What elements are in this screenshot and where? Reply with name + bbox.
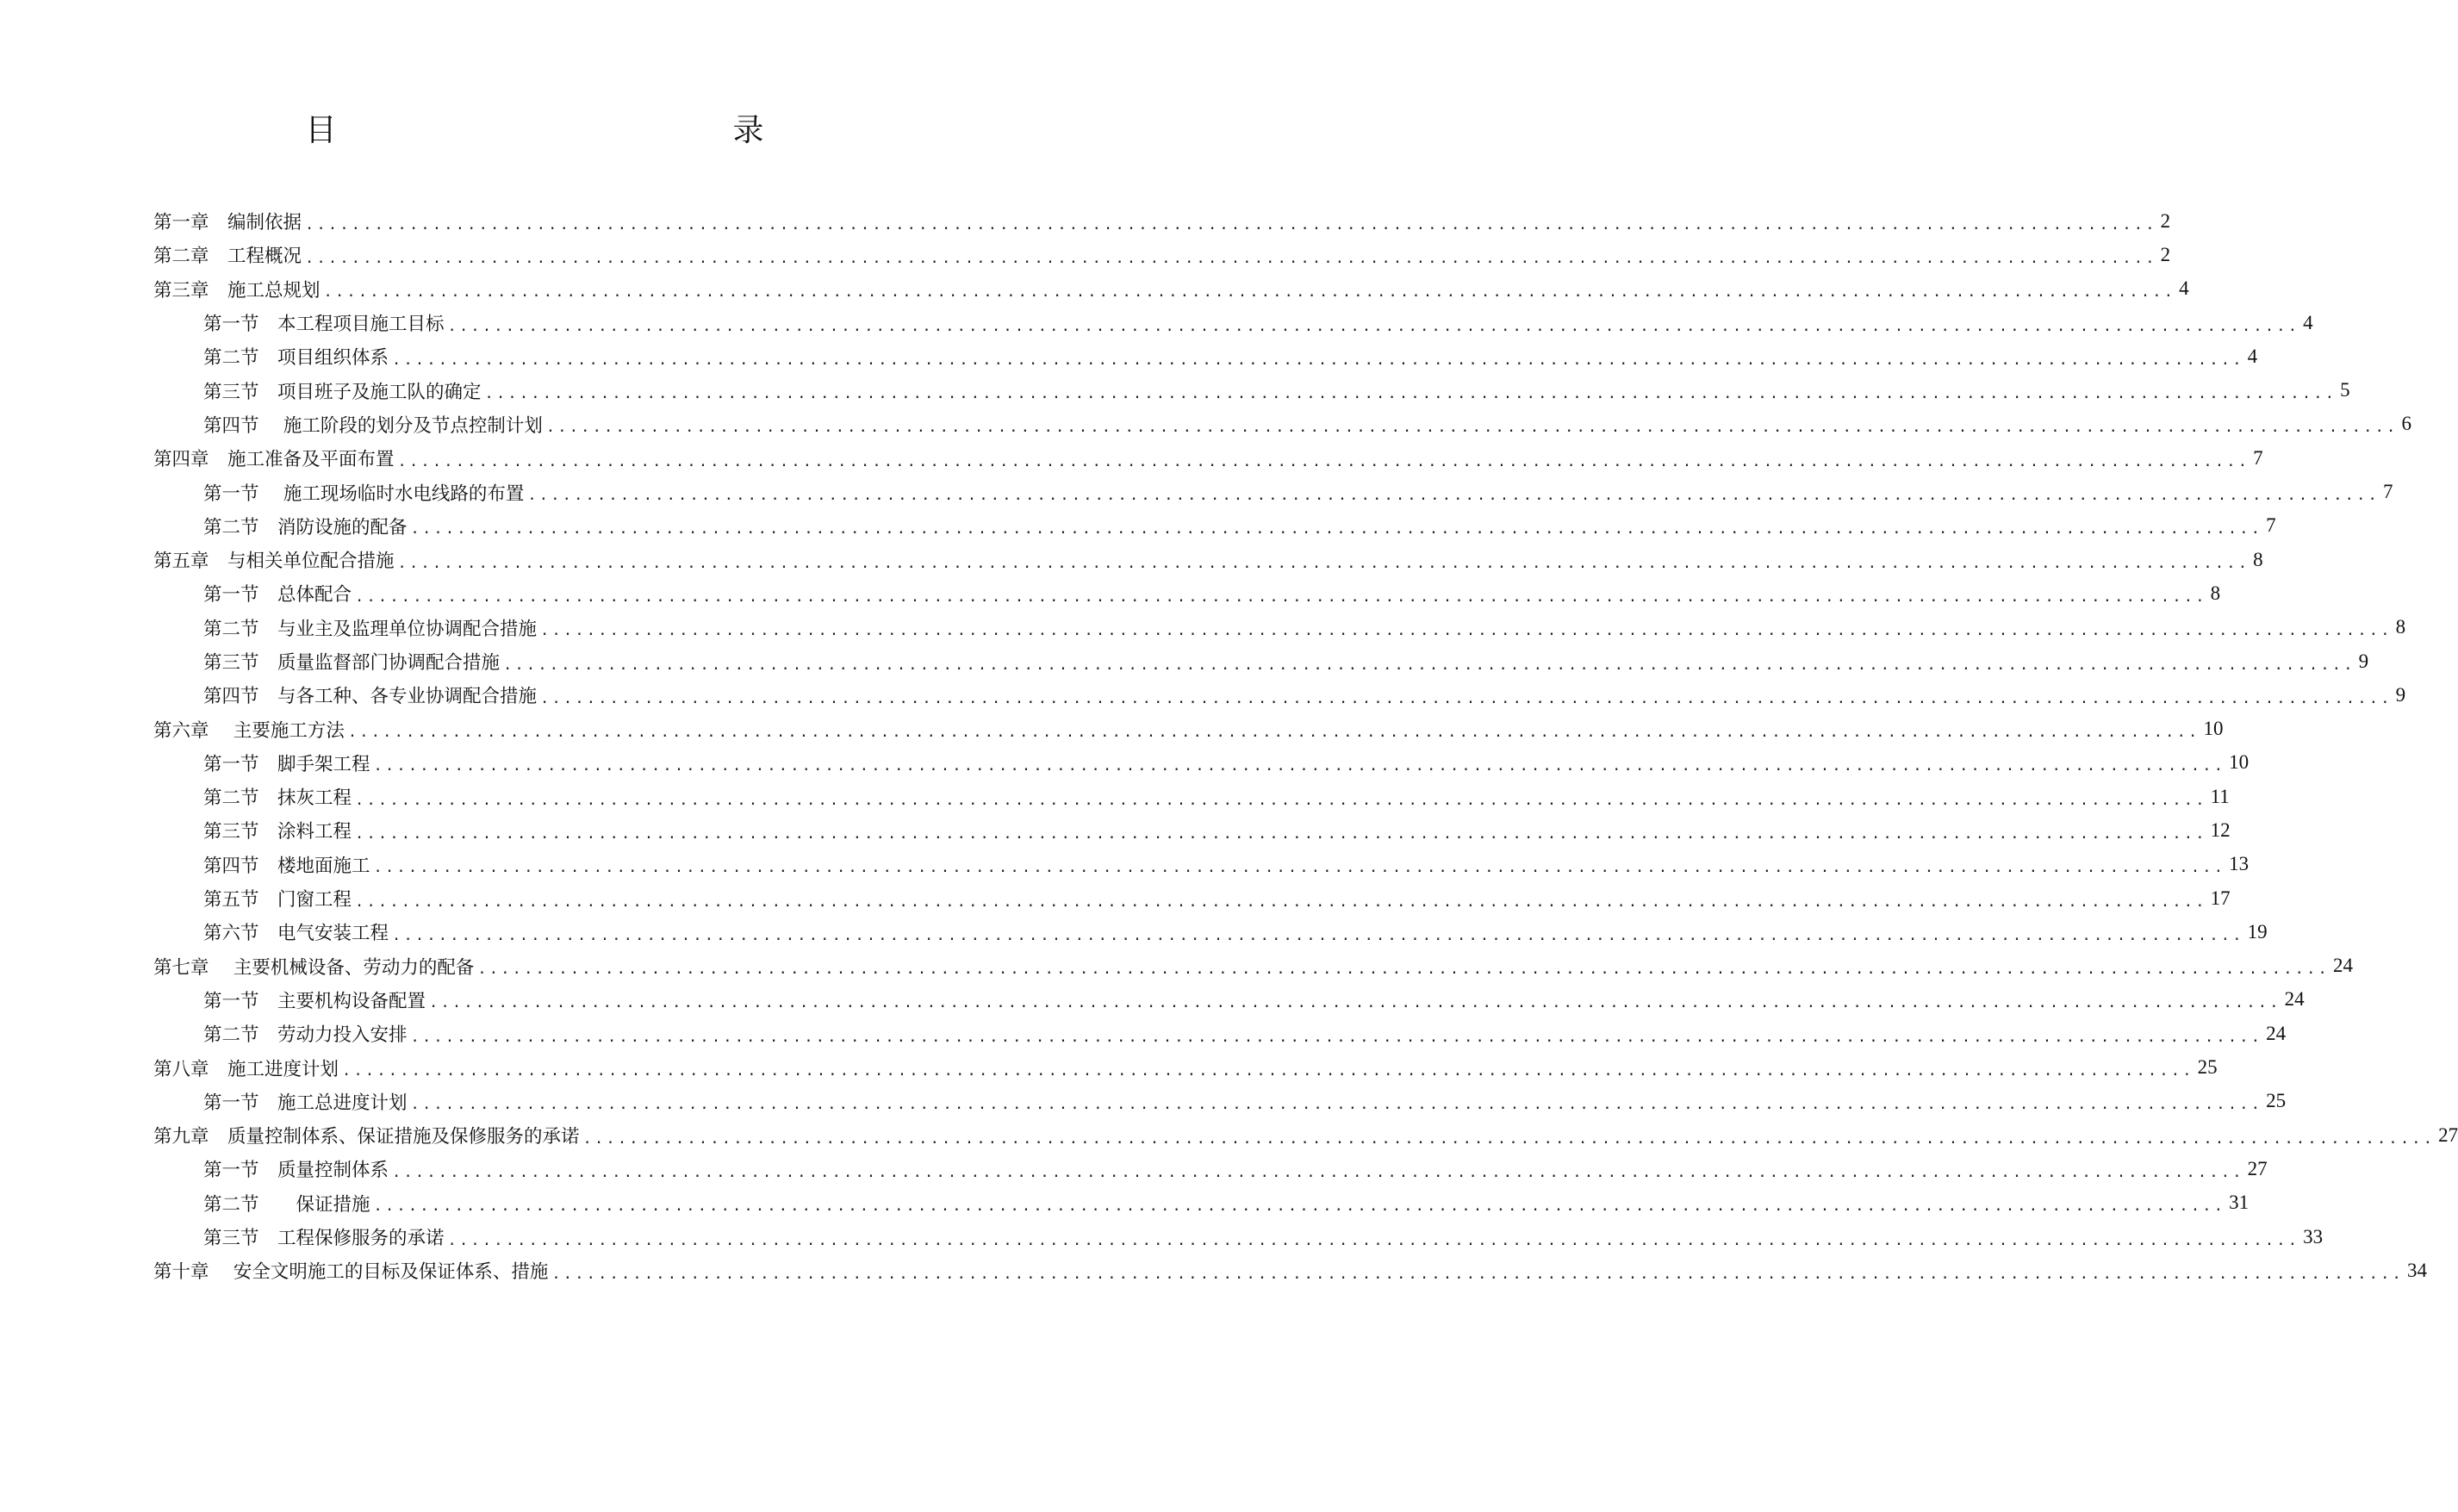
- toc-entry-page-number: 10: [2203, 718, 2224, 740]
- toc-section-entry[interactable]: [153, 983, 2305, 1017]
- toc-entry-title: 项目组织体系: [277, 347, 389, 370]
- toc-entry-gap: [259, 1020, 278, 1047]
- toc-section-entry[interactable]: [153, 408, 2411, 441]
- toc-entry-title: 质量控制体系: [277, 1160, 389, 1182]
- toc-entry-number: 第十章: [153, 1261, 209, 1284]
- toc-entry-gap: [259, 783, 278, 810]
- toc-entry-number: 第五章: [153, 551, 209, 573]
- dot-leader: ................................................................................................................................................................: [347, 724, 2200, 742]
- toc-entry-title: 施工总进度计划: [277, 1092, 408, 1114]
- toc-entry-gap: [259, 1155, 278, 1182]
- dot-leader: ................................................................................................................................................................: [355, 893, 2207, 911]
- toc-entry-page-number: 31: [2229, 1192, 2250, 1214]
- dot-leader: ................................................................................................................................................................: [355, 824, 2207, 843]
- toc-entry-number: 第三节: [203, 652, 259, 674]
- toc-entry-number: 第一章: [153, 212, 209, 234]
- dot-leader: ................................................................................................................................................................: [484, 385, 2337, 403]
- toc-entry-number: 第四节: [203, 414, 259, 437]
- toc-entry-number: 第二节: [203, 516, 259, 538]
- toc-entry-number: 第七章: [153, 956, 209, 979]
- toc-entry-page-number: 7: [2253, 446, 2263, 469]
- dot-leader: ................................................................................................................................................................: [397, 554, 2250, 572]
- toc-section-entry[interactable]: [153, 1017, 2287, 1050]
- toc-entry-title: 与相关单位配合措施: [227, 551, 395, 573]
- toc-entry-number: 第八章: [153, 1058, 209, 1080]
- toc-entry-page-number: 7: [2266, 514, 2276, 537]
- toc-entry-number: 第二节: [203, 1193, 259, 1216]
- dot-leader: ................................................................................................................................................................: [447, 317, 2300, 335]
- toc-entry-number: 第三节: [203, 381, 259, 403]
- toc-entry-page-number: 19: [2247, 920, 2268, 943]
- toc-section-entry[interactable]: [153, 373, 2350, 407]
- toc-entry-gap: [259, 377, 278, 404]
- toc-entry-page-number: 10: [2229, 751, 2250, 774]
- dot-leader: ................................................................................................................................................................: [410, 1096, 2263, 1114]
- toc-entry-page-number: 8: [2395, 616, 2406, 638]
- toc-entry-number: 第二章: [153, 246, 209, 268]
- toc-entry-page-number: 13: [2229, 853, 2250, 875]
- toc-entry-number: 第一节: [203, 753, 259, 775]
- toc-entry-number: 第二节: [203, 787, 259, 810]
- toc-entry-title: 工程保修服务的承诺: [277, 1228, 445, 1250]
- toc-section-entry[interactable]: [153, 915, 2268, 949]
- toc-entry-gap: [259, 513, 278, 539]
- toc-entry-title: 门窗工程: [277, 889, 352, 912]
- toc-entry-number: 第二节: [203, 347, 259, 370]
- toc-entry-gap: [259, 986, 278, 1013]
- toc-section-entry[interactable]: [153, 475, 2393, 508]
- toc-entry-page-number: 17: [2210, 887, 2231, 909]
- toc-entry-title: 施工总规划: [227, 279, 320, 302]
- toc-entry-page-number: 27: [2438, 1123, 2458, 1146]
- toc-entry-page-number: 11: [2210, 785, 2230, 807]
- toc-entry-title: 抹灰工程: [277, 787, 352, 810]
- toc-section-entry[interactable]: [153, 1085, 2287, 1118]
- dot-leader: ................................................................................................................................................................: [355, 791, 2207, 809]
- toc-entry-page-number: 5: [2340, 379, 2350, 401]
- dot-leader: ................................................................................................................................................................: [392, 351, 2244, 369]
- toc-entry-number: 第一节: [203, 314, 259, 336]
- toc-entry-gap: [259, 343, 278, 370]
- dot-leader: ................................................................................................................................................................: [392, 926, 2244, 944]
- toc-entry-gap: [259, 479, 283, 506]
- toc-entry-title: 脚手架工程: [277, 753, 370, 775]
- toc-chapter-entry[interactable]: [153, 1254, 2427, 1287]
- toc-entry-title: 工程概况: [227, 246, 302, 268]
- toc-entry-gap: [259, 411, 283, 438]
- toc-entry-title: 保证措施: [296, 1193, 370, 1216]
- dot-leader: ................................................................................................................................................................: [305, 215, 2157, 233]
- toc-entry-title: 施工现场临时水电线路的布置: [283, 482, 525, 505]
- toc-entry-title: 本工程项目施工目标: [277, 314, 445, 336]
- toc-entry-page-number: 24: [2266, 1022, 2287, 1044]
- toc-entry-title: 质量控制体系、保证措施及保修服务的承诺: [227, 1126, 580, 1148]
- toc-entry-gap: [259, 1088, 278, 1115]
- toc-entry-gap: [259, 817, 278, 843]
- dot-leader: ................................................................................................................................................................: [551, 1265, 2404, 1283]
- toc-entry-number: 第三章: [153, 279, 209, 302]
- dot-leader: ................................................................................................................................................................: [305, 249, 2157, 267]
- toc-section-entry[interactable]: [153, 576, 2221, 610]
- toc-entry-page-number: 2: [2160, 243, 2171, 265]
- toc-entry-page-number: 7: [2382, 481, 2393, 503]
- toc-entry-gap: [209, 716, 233, 743]
- toc-entry-number: 第二节: [203, 618, 259, 640]
- toc-chapter-entry[interactable]: [153, 543, 2263, 576]
- toc-chapter-entry[interactable]: [153, 441, 2263, 475]
- toc-chapter-entry[interactable]: [153, 1118, 2458, 1152]
- toc-entry-gap: [259, 1223, 278, 1250]
- toc-entry-title: 施工准备及平面布置: [227, 449, 395, 471]
- toc-entry-gap: [259, 580, 278, 607]
- toc-entry-gap: [259, 918, 278, 945]
- dot-leader: ................................................................................................................................................................: [410, 1028, 2263, 1046]
- toc-chapter-entry[interactable]: [153, 272, 2189, 306]
- dot-leader: ................................................................................................................................................................: [477, 961, 2330, 979]
- toc-entry-title: 施工阶段的划分及节点控制计划: [283, 414, 543, 437]
- toc-entry-title: 主要机构设备配置: [277, 990, 426, 1012]
- toc-entry-title: 编制依据: [227, 212, 302, 234]
- toc-entry-page-number: 2: [2160, 209, 2171, 232]
- toc-section-entry[interactable]: [153, 509, 2276, 543]
- toc-entry-page-number: 4: [2179, 277, 2189, 300]
- toc-entry-page-number: 27: [2247, 1157, 2268, 1179]
- dot-leader: ................................................................................................................................................................: [373, 757, 2226, 775]
- toc-entry-title: 消防设施的配备: [277, 516, 408, 538]
- toc-section-entry[interactable]: [153, 678, 2406, 712]
- toc-section-entry[interactable]: [153, 780, 2230, 813]
- toc-entry-gap: [209, 953, 233, 980]
- toc-entry-page-number: 24: [2284, 988, 2305, 1011]
- dot-leader: ................................................................................................................................................................: [397, 452, 2250, 470]
- toc-entry-number: 第三节: [203, 1228, 259, 1250]
- toc-section-entry[interactable]: [153, 848, 2250, 881]
- toc-entry-number: 第九章: [153, 1126, 209, 1148]
- toc-entry-title: 与业主及监理单位协调配合措施: [277, 618, 538, 640]
- dot-leader: ................................................................................................................................................................: [429, 994, 2281, 1012]
- toc-entry-gap: [209, 1055, 228, 1081]
- toc-entry-gap: [209, 1122, 228, 1148]
- toc-entry-gap: [209, 1257, 233, 1284]
- toc-entry-number: 第六节: [203, 923, 259, 945]
- toc-entry-title: 主要施工方法: [233, 719, 345, 742]
- dot-leader: ................................................................................................................................................................: [447, 1231, 2300, 1249]
- toc-entry-page-number: 8: [2253, 548, 2263, 570]
- toc-entry-number: 第六章: [153, 719, 209, 742]
- toc-entry-title: 楼地面施工: [277, 855, 370, 877]
- toc-entry-gap: [259, 851, 278, 878]
- toc-entry-number: 第一节: [203, 584, 259, 607]
- toc-entry-gap: [259, 681, 278, 708]
- toc-entry-gap: [259, 648, 278, 675]
- dot-leader: ................................................................................................................................................................: [540, 622, 2393, 640]
- dot-leader: ................................................................................................................................................................: [323, 283, 2176, 302]
- toc-section-entry[interactable]: [153, 746, 2250, 780]
- toc-entry-title: 总体配合: [277, 584, 352, 607]
- toc-entry-page-number: 33: [2303, 1225, 2324, 1248]
- toc-section-entry[interactable]: [153, 1220, 2324, 1254]
- toc-entry-number: 第四节: [203, 855, 259, 877]
- toc-entry-number: 第一节: [203, 482, 259, 505]
- toc-section-entry[interactable]: [153, 881, 2231, 915]
- dot-leader: ................................................................................................................................................................: [582, 1129, 2436, 1148]
- table-of-contents: [153, 204, 2458, 1288]
- toc-entry-gap: [209, 276, 228, 302]
- page-title: 目 录: [305, 113, 840, 148]
- toc-entry-page-number: 25: [2266, 1090, 2287, 1112]
- toc-entry-title: 施工进度计划: [227, 1058, 339, 1080]
- toc-chapter-entry[interactable]: [153, 949, 2353, 983]
- dot-leader: ................................................................................................................................................................: [373, 859, 2226, 877]
- toc-entry-gap: [259, 750, 278, 776]
- toc-chapter-entry[interactable]: [153, 712, 2224, 745]
- toc-entry-number: 第三节: [203, 821, 259, 843]
- toc-entry-gap: [209, 445, 228, 471]
- toc-entry-gap: [209, 241, 228, 268]
- dot-leader: ................................................................................................................................................................: [545, 419, 2399, 437]
- toc-entry-gap: [259, 885, 278, 912]
- toc-entry-title: 涂料工程: [277, 821, 352, 843]
- toc-chapter-entry[interactable]: [153, 1050, 2218, 1084]
- toc-section-entry[interactable]: [153, 644, 2369, 678]
- dot-leader: ................................................................................................................................................................: [410, 520, 2263, 538]
- toc-entry-title: 电气安装工程: [277, 923, 389, 945]
- toc-entry-page-number: 34: [2406, 1259, 2427, 1281]
- toc-entry-page-number: 4: [2303, 311, 2313, 333]
- toc-entry-title: 项目班子及施工队的确定: [277, 381, 482, 403]
- toc-entry-page-number: 4: [2247, 345, 2258, 367]
- toc-entry-gap: [259, 309, 278, 336]
- toc-entry-title: 质量监督部门协调配合措施: [277, 652, 501, 674]
- toc-entry-page-number: 6: [2401, 413, 2411, 435]
- dot-leader: ................................................................................................................................................................: [392, 1163, 2244, 1181]
- toc-entry-number: 第四节: [203, 686, 259, 708]
- toc-entry-number: 第一节: [203, 1092, 259, 1114]
- dot-leader: ................................................................................................................................................................: [527, 487, 2380, 505]
- toc-entry-number: 第一节: [203, 990, 259, 1012]
- toc-entry-gap: [209, 208, 228, 234]
- toc-entry-gap: [209, 546, 228, 573]
- dot-leader: ................................................................................................................................................................: [503, 656, 2355, 674]
- toc-entry-page-number: 8: [2210, 582, 2221, 604]
- toc-entry-number: 第二节: [203, 1024, 259, 1047]
- toc-section-entry[interactable]: [153, 1186, 2250, 1220]
- toc-entry-title: 劳动力投入安排: [277, 1024, 408, 1047]
- toc-chapter-entry[interactable]: [153, 238, 2171, 271]
- toc-section-entry[interactable]: [153, 1152, 2268, 1185]
- toc-entry-number: 第四章: [153, 449, 209, 471]
- toc-entry-gap: [259, 1190, 296, 1216]
- toc-entry-number: 第一节: [203, 1160, 259, 1182]
- toc-section-entry[interactable]: [153, 813, 2231, 847]
- toc-section-entry[interactable]: [153, 306, 2313, 339]
- toc-entry-page-number: 24: [2332, 955, 2353, 977]
- toc-entry-title: 与各工种、各专业协调配合措施: [277, 686, 538, 708]
- toc-entry-page-number: 9: [2358, 650, 2369, 672]
- toc-entry-title: 主要机械设备、劳动力的配备: [233, 956, 475, 979]
- toc-entry-page-number: 12: [2210, 818, 2231, 841]
- dot-leader: ................................................................................................................................................................: [373, 1198, 2226, 1216]
- toc-entry-title: 安全文明施工的目标及保证体系、措施: [233, 1261, 549, 1284]
- dot-leader: ................................................................................................................................................................: [342, 1062, 2194, 1080]
- toc-chapter-entry[interactable]: [153, 204, 2171, 238]
- dot-leader: ................................................................................................................................................................: [355, 588, 2207, 606]
- toc-section-entry[interactable]: [153, 611, 2406, 644]
- dot-leader: ................................................................................................................................................................: [540, 689, 2393, 707]
- toc-entry-page-number: 25: [2197, 1056, 2218, 1079]
- toc-section-entry[interactable]: [153, 339, 2258, 373]
- toc-entry-page-number: 9: [2395, 683, 2406, 706]
- toc-entry-number: 第五节: [203, 889, 259, 912]
- toc-entry-gap: [259, 614, 278, 641]
